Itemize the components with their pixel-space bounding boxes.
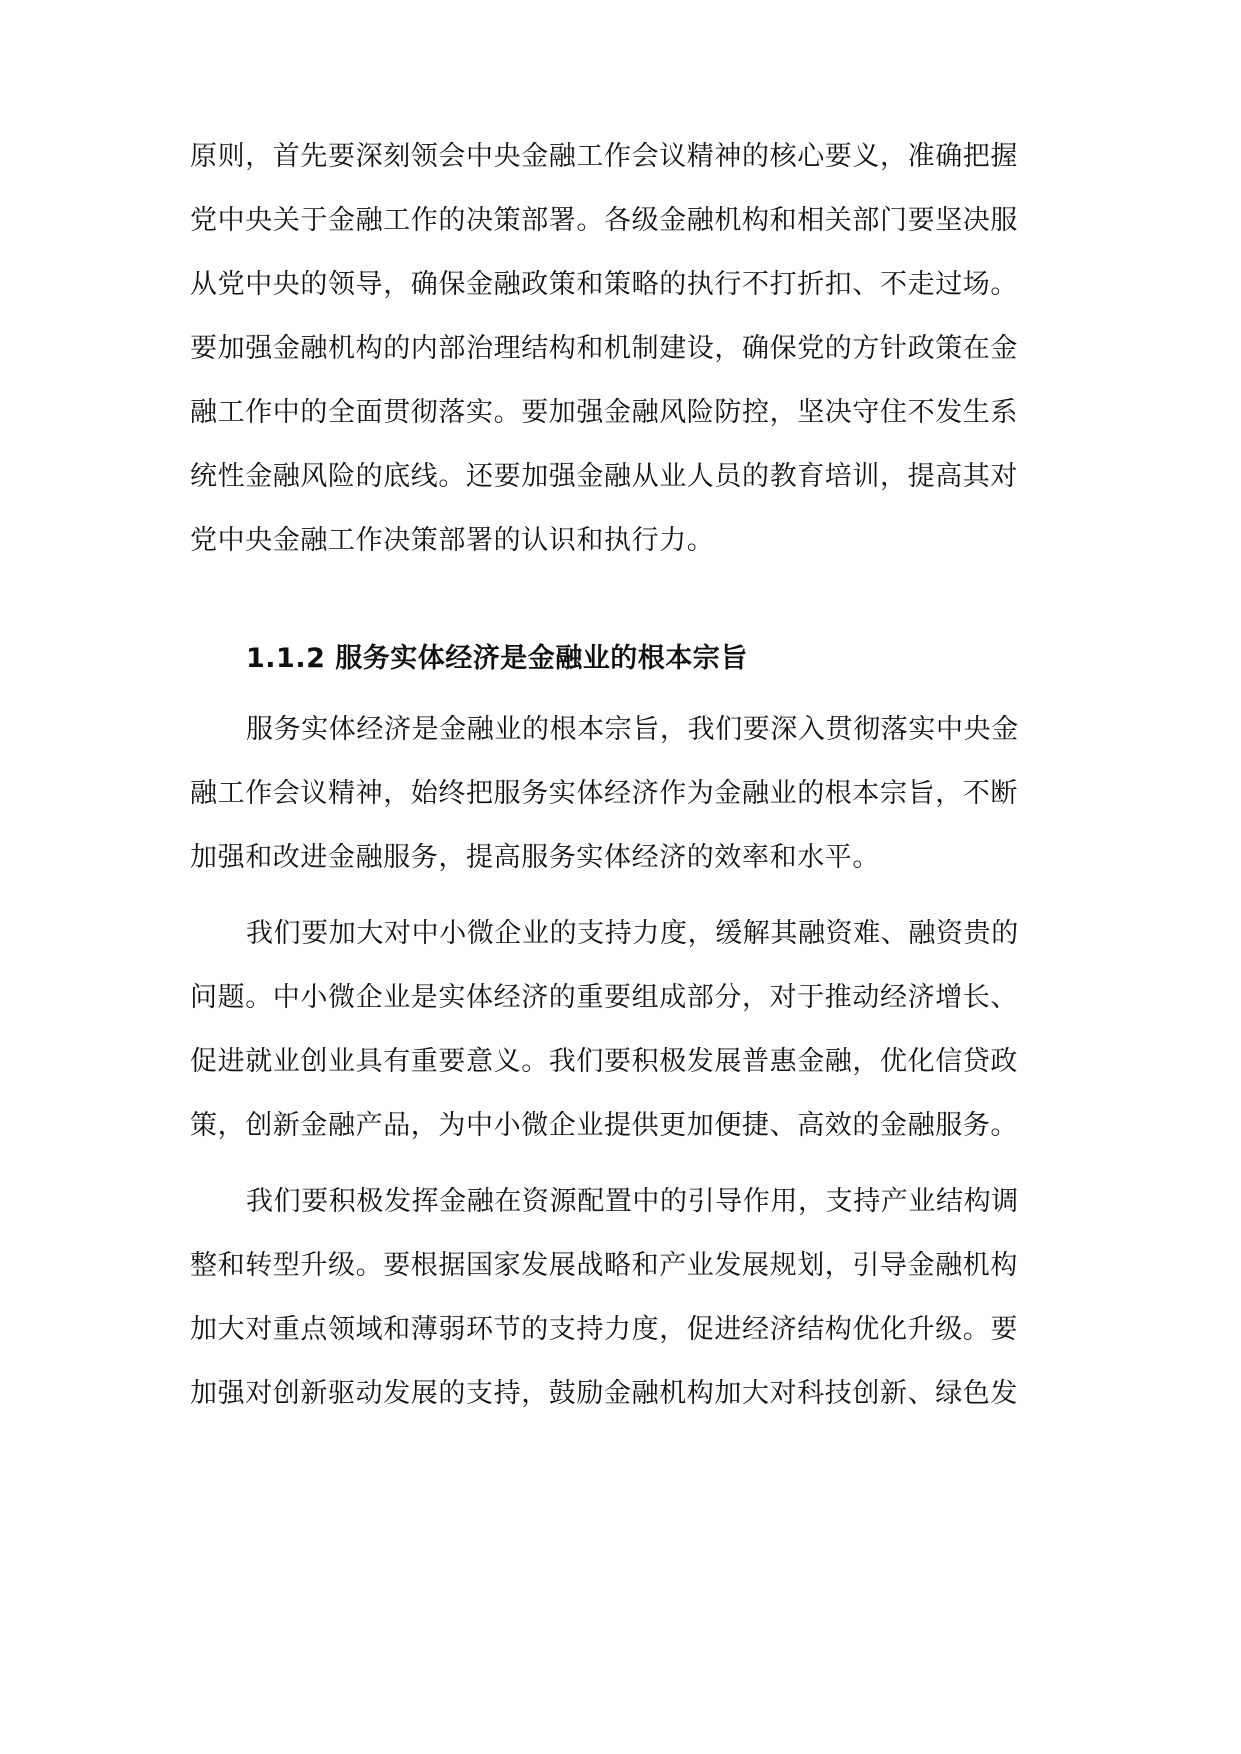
text-line: 我们要加大对中小微企业的支持力度，缓解其融资难、融资贵的	[246, 918, 1019, 949]
text-line: 统性金融风险的底线。还要加强金融从业人员的教育培训，提高其对	[190, 461, 1018, 492]
text-line: 融工作会议精神，始终把服务实体经济作为金融业的根本宗旨，不断	[190, 778, 1018, 809]
text-line: 整和转型升级。要根据国家发展战略和产业发展规划，引导金融机构	[190, 1250, 1018, 1281]
text-line: 党中央金融工作决策部署的认识和执行力。	[190, 525, 715, 556]
section-heading: 1.1.2 服务实体经济是金融业的根本宗旨	[246, 643, 748, 674]
text-line: 要加强金融机构的内部治理结构和机制建设，确保党的方针政策在金	[190, 333, 1018, 364]
text-line: 问题。中小微企业是实体经济的重要组成部分，对于推动经济增长、	[190, 982, 1018, 1013]
text-line: 从党中央的领导，确保金融政策和策略的执行不打折扣、不走过场。	[190, 269, 1018, 300]
text-line: 加强对创新驱动发展的支持，鼓励金融机构加大对科技创新、绿色发	[190, 1378, 1018, 1409]
text-line: 策，创新金融产品，为中小微企业提供更加便捷、高效的金融服务。	[190, 1110, 1018, 1141]
text-line: 促进就业创业具有重要意义。我们要积极发展普惠金融，优化信贷政	[190, 1046, 1018, 1077]
text-line: 融工作中的全面贯彻落实。要加强金融风险防控，坚决守住不发生系	[190, 397, 1018, 428]
text-line: 党中央关于金融工作的决策部署。各级金融机构和相关部门要坚决服	[190, 205, 1018, 236]
text-line: 原则，首先要深刻领会中央金融工作会议精神的核心要义，准确把握	[190, 141, 1018, 172]
text-line: 加大对重点领域和薄弱环节的支持力度，促进经济结构优化升级。要	[190, 1314, 1018, 1345]
text-line: 我们要积极发挥金融在资源配置中的引导作用，支持产业结构调	[246, 1186, 1019, 1217]
text-line: 加强和改进金融服务，提高服务实体经济的效率和水平。	[190, 842, 880, 873]
text-line: 服务实体经济是金融业的根本宗旨，我们要深入贯彻落实中央金	[246, 714, 1019, 745]
